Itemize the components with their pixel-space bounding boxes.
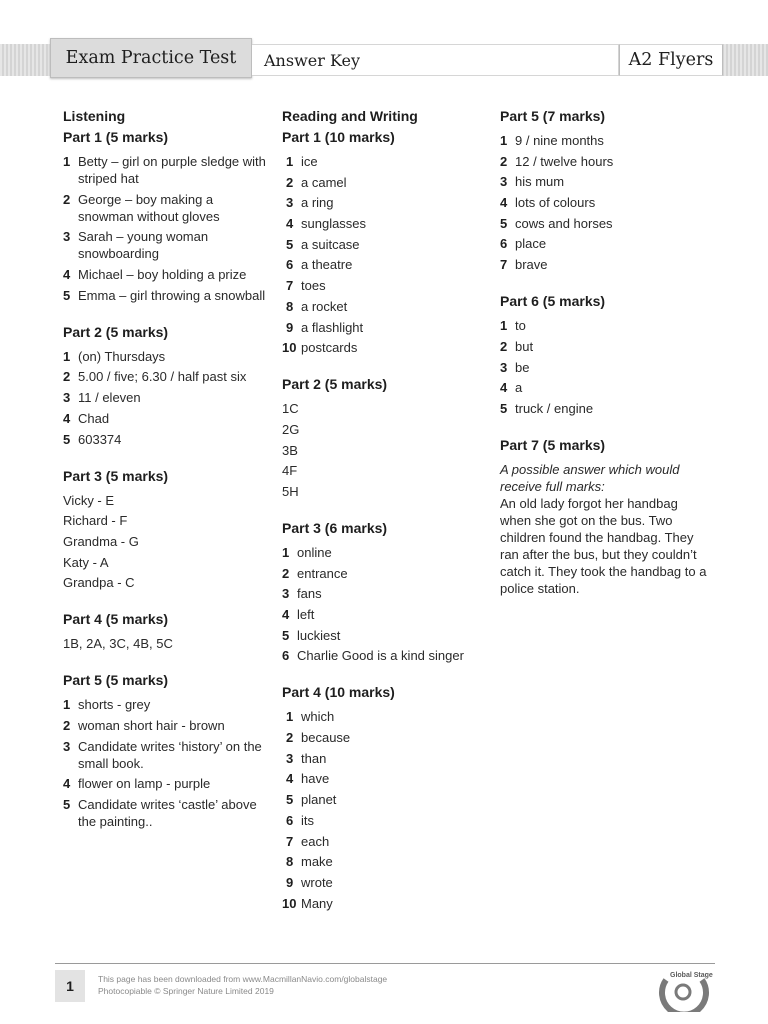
list-item: [500, 153, 710, 170]
list-item: [63, 287, 268, 304]
list-item: [500, 317, 710, 334]
answer-intro: A possible answer which would receive full marks:: [500, 461, 680, 494]
item-text: Charlie Good is a kind singer: [297, 648, 464, 664]
exam-level: A2 Flyers: [628, 50, 714, 70]
item-number: 1: [63, 154, 71, 169]
item-number: 3: [286, 195, 294, 211]
item-number: 1: [286, 154, 294, 169]
section-heading: Part 7 (5 marks): [500, 436, 606, 453]
section-heading: Part 2 (5 marks): [282, 376, 388, 393]
list-item: [282, 729, 492, 746]
list-item: [282, 647, 492, 664]
list-item: [282, 298, 492, 315]
list-item: [63, 368, 268, 385]
item-text: truck / engine: [515, 400, 594, 416]
list-item: Richard - F: [63, 513, 128, 529]
title-tab: [50, 38, 252, 78]
list-item: [282, 256, 492, 273]
item-number: 3: [500, 174, 508, 190]
item-text: fans: [297, 586, 322, 602]
item-number: 3: [63, 390, 71, 406]
list-item: 3B: [282, 442, 298, 458]
item-text: 5.00 / five; 6.30 / half past six: [78, 369, 247, 385]
item-text: flower on lamp - purple: [78, 776, 211, 792]
list-item: [282, 339, 492, 356]
copyright-note: Photocopiable © Springer Nature Limited 2019: [98, 986, 274, 996]
list-item: 4F: [282, 463, 298, 479]
list-item: [500, 338, 710, 355]
item-number: 10: [282, 895, 297, 911]
answer-list: [500, 317, 710, 417]
item-number: 1: [500, 318, 508, 334]
item-number: 7: [286, 278, 294, 294]
section-heading: Part 4 (10 marks): [282, 684, 395, 701]
download-note: This page has been downloaded from www.MacmillanNavio.com/globalstage: [98, 974, 388, 984]
list-item: [282, 544, 492, 561]
item-text: make: [301, 854, 333, 870]
reading-column-continued: [500, 108, 710, 617]
item-number: 5: [500, 215, 508, 231]
item-text: planet: [301, 792, 337, 808]
item-text: cows and horses: [515, 215, 613, 231]
item-number: 5: [63, 797, 71, 812]
item-text: each: [301, 833, 330, 849]
reading-heading: Reading and Writing: [282, 108, 418, 124]
item-text: a rocket: [301, 298, 348, 314]
list-item: 2G: [282, 421, 300, 437]
item-number: 5: [286, 236, 294, 252]
list-item: Katy - A: [63, 554, 109, 570]
list-item: [282, 750, 492, 767]
section-heading: Part 4 (5 marks): [63, 611, 169, 628]
list-item: [282, 215, 492, 232]
item-number: 7: [286, 833, 294, 849]
item-number: 3: [286, 750, 294, 766]
item-number: 6: [282, 648, 290, 664]
section-heading: Part 5 (7 marks): [500, 108, 606, 124]
item-text: 11 / eleven: [78, 390, 141, 406]
item-text: a flashlight: [301, 319, 364, 335]
item-number: 3: [63, 738, 71, 754]
item-text: Candidate writes ‘castle’ above the painting..: [78, 797, 257, 829]
footer-divider: [55, 963, 715, 964]
item-text: than: [301, 750, 327, 766]
item-text: lots of colours: [515, 195, 596, 211]
item-text: Chad: [78, 410, 110, 426]
answer-list: [63, 696, 268, 830]
list-item: [63, 348, 268, 365]
item-number: 4: [63, 776, 71, 792]
listening-part3: [63, 468, 268, 592]
item-text: a ring: [301, 195, 334, 211]
item-text: brave: [515, 257, 548, 273]
list-item: [282, 153, 492, 170]
item-number: 5: [286, 792, 294, 808]
item-text: place: [515, 236, 547, 252]
list-item: [282, 606, 492, 623]
item-text: because: [301, 730, 351, 746]
list-item: [63, 389, 268, 406]
item-number: 5: [63, 431, 71, 447]
item-number: 4: [282, 607, 290, 622]
list-item: [500, 400, 710, 417]
list-item: Grandpa - C: [63, 575, 135, 591]
reading-column: [282, 108, 492, 932]
list-item: [63, 696, 268, 713]
answer-list: [282, 400, 492, 500]
item-text: shorts - grey: [78, 697, 151, 713]
item-number: 2: [63, 369, 71, 385]
list-item: [63, 738, 268, 772]
item-text: left: [297, 607, 315, 622]
item-number: 5: [63, 287, 71, 303]
section-heading: Part 3 (5 marks): [63, 467, 169, 484]
item-number: 2: [63, 191, 71, 207]
item-number: 2: [500, 338, 508, 354]
page-subtitle: Answer Key: [264, 50, 360, 70]
subtitle-box: [252, 44, 618, 76]
section-heading: Part 3 (6 marks): [282, 519, 388, 536]
reading-part1: [282, 129, 492, 356]
list-item: [63, 191, 268, 225]
item-number: 2: [286, 730, 294, 746]
item-number: 2: [63, 717, 71, 733]
listening-part2: [63, 324, 268, 448]
item-number: 8: [286, 298, 294, 314]
list-item: [282, 236, 492, 253]
list-item: Vicky - E: [63, 492, 115, 508]
item-number: 4: [286, 771, 294, 787]
item-number: 2: [286, 174, 294, 190]
item-text: its: [301, 812, 314, 828]
item-text: ice: [301, 154, 318, 169]
item-text: Betty – girl on purple sledge with striped hat: [78, 154, 266, 186]
item-number: 9: [286, 874, 294, 890]
list-item: [282, 565, 492, 582]
footer-text: [98, 973, 387, 997]
list-item: [282, 770, 492, 787]
reading-part2: [282, 376, 492, 500]
list-item: [282, 833, 492, 850]
list-item: [63, 266, 268, 283]
list-item: Grandma - G: [63, 533, 139, 549]
item-text: a suitcase: [301, 236, 360, 252]
item-number: 6: [286, 257, 294, 273]
item-number: 3: [500, 359, 508, 375]
item-text: 603374: [78, 431, 122, 447]
model-answer: An old lady forgot her handbag when she got on the bus. Two children found the handbag. They ran after the bus, but they couldn’t catch it. They took the handbag to a police station.: [500, 495, 707, 596]
list-item: [282, 627, 492, 644]
item-text: Michael – boy holding a prize: [78, 267, 247, 283]
item-text: online: [297, 544, 332, 560]
list-item: [500, 256, 710, 273]
item-text: Sarah – young woman snowboarding: [78, 229, 209, 262]
list-item: 1C: [282, 401, 299, 417]
reading-part3: [282, 520, 492, 664]
item-text: Candidate writes ‘history’ on the small book.: [78, 738, 262, 771]
item-text: 12 / twelve hours: [515, 153, 614, 169]
item-number: 1: [63, 348, 71, 364]
section-heading: Part 1 (10 marks): [282, 129, 395, 145]
list-item: [63, 775, 268, 792]
reading-part4: [282, 684, 492, 911]
list-item: [282, 812, 492, 829]
answer-list: [63, 153, 268, 304]
answer-list: [282, 544, 492, 664]
list-item: [282, 791, 492, 808]
item-number: 5: [282, 627, 290, 643]
item-text: George – boy making a snowman without gloves: [78, 191, 220, 224]
item-text: to: [515, 318, 526, 334]
listening-heading: Listening: [63, 108, 126, 124]
item-number: 5: [500, 400, 508, 416]
item-text: Emma – girl throwing a snowball: [78, 287, 266, 303]
item-number: 9: [286, 319, 294, 335]
list-item: [282, 585, 492, 602]
item-number: 1: [63, 697, 71, 713]
page-number-box: [55, 970, 85, 1002]
item-text: entrance: [297, 565, 348, 581]
list-item: [500, 132, 710, 149]
item-number: 2: [500, 153, 508, 169]
list-item: [500, 379, 710, 396]
item-text: be: [515, 359, 530, 375]
item-text: a theatre: [301, 257, 353, 273]
logo-dot: [676, 985, 690, 999]
section-heading: Part 6 (5 marks): [500, 293, 606, 310]
list-item: [282, 853, 492, 870]
item-number: 6: [286, 812, 294, 828]
list-item: [63, 410, 268, 427]
item-text: Many: [301, 895, 333, 911]
item-number: 3: [63, 229, 71, 245]
item-text: luckiest: [297, 627, 341, 643]
page-title: Exam Practice Test: [65, 48, 237, 68]
listening-column: [63, 108, 268, 850]
logo-text: Global Stage: [670, 972, 713, 979]
section-heading: Part 2 (5 marks): [63, 323, 169, 340]
answer-list: [63, 492, 268, 592]
reading-part6: [500, 293, 710, 417]
item-text: sunglasses: [301, 216, 367, 232]
answer-list: [282, 708, 492, 911]
item-number: 4: [63, 410, 71, 426]
item-number: 10: [282, 340, 297, 356]
item-text: (on) Thursdays: [78, 348, 166, 364]
item-number: 1: [282, 544, 290, 560]
list-item: [63, 228, 268, 262]
list-item: [500, 235, 710, 252]
list-item: [282, 319, 492, 336]
list-item: [282, 174, 492, 191]
list-item: [282, 874, 492, 891]
listening-part5: [63, 672, 268, 830]
item-number: 3: [282, 586, 290, 602]
reading-part7: [500, 437, 710, 597]
item-number: 4: [500, 195, 508, 211]
section-heading: Part 5 (5 marks): [63, 672, 169, 689]
item-number: 6: [500, 236, 508, 252]
item-number: 2: [282, 565, 290, 581]
item-number: 4: [286, 216, 294, 232]
item-text: but: [515, 338, 534, 354]
list-item: [63, 431, 268, 448]
listening-part1: [63, 129, 268, 304]
answer-list: [63, 348, 268, 448]
listening-part4: [63, 611, 268, 652]
list-item: [63, 717, 268, 734]
list-item: [282, 194, 492, 211]
answer-list: [500, 132, 710, 273]
item-text: 9 / nine months: [515, 133, 604, 148]
item-text: wrote: [301, 874, 333, 890]
answer-list: [282, 153, 492, 356]
item-number: 4: [500, 380, 508, 396]
page-number: 1: [66, 978, 74, 994]
list-item: [282, 895, 492, 912]
answer-text: 1B, 2A, 3C, 4B, 5C: [63, 636, 173, 652]
item-number: 4: [63, 267, 71, 283]
item-text: which: [301, 709, 335, 725]
list-item: [282, 277, 492, 294]
list-item: [282, 708, 492, 725]
list-item: [500, 173, 710, 190]
list-item: [500, 215, 710, 232]
item-number: 8: [286, 854, 294, 870]
item-number: 1: [500, 133, 508, 148]
list-item: [500, 359, 710, 376]
item-text: postcards: [301, 340, 358, 356]
item-text: toes: [301, 278, 326, 294]
item-text: a: [515, 380, 523, 396]
item-text: a camel: [301, 174, 347, 190]
global-stage-logo: [656, 966, 720, 1012]
list-item: [63, 796, 268, 830]
level-box: [619, 44, 723, 76]
list-item: [63, 153, 268, 187]
item-number: 7: [500, 257, 508, 273]
item-number: 1: [286, 709, 294, 725]
list-item: 5H: [282, 483, 299, 499]
item-text: have: [301, 771, 330, 787]
item-text: woman short hair - brown: [78, 717, 225, 733]
list-item: [500, 194, 710, 211]
reading-part5: [500, 108, 710, 273]
section-heading: Part 1 (5 marks): [63, 129, 169, 145]
item-text: his mum: [515, 174, 565, 190]
